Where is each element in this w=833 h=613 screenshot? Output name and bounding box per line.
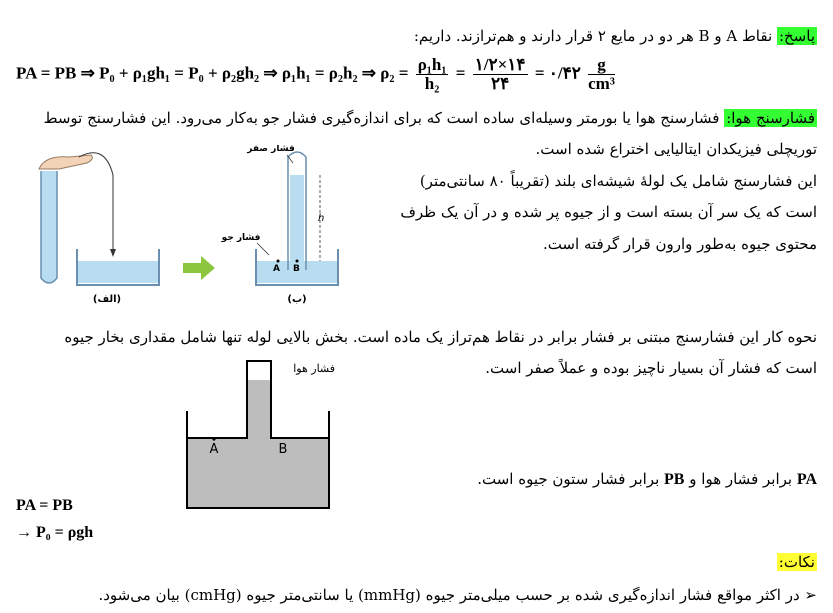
bullet-arrow-icon: ➢ xyxy=(804,586,817,604)
principle-line-1: نحوه کار این فشارسنج مبتنی بر فشار برابر در نقاط هم‌تراز یک ماده است. بخش بالایی لوله تنها شامل مقداری بخار جیوه xyxy=(64,328,817,346)
answer-line xyxy=(17,25,817,47)
barometer-line-1 xyxy=(17,107,817,129)
pb-symbol: PB xyxy=(664,471,685,488)
formula-unit xyxy=(588,56,615,93)
answer-text: نقاط A و B هر دو در مایع ۲ قرار دارند و هم‌ترازند. داریم: xyxy=(413,27,773,45)
barometer-line-5: محتوی جیوه به‌طور وارون قرار گرفته است. xyxy=(542,235,817,253)
air-pressure-label: فشار جو xyxy=(221,233,261,243)
equality-text-2: برابر فشار ستون جیوه است. xyxy=(477,470,660,488)
label-b: (ب) xyxy=(287,294,307,305)
answer-label: پاسخ: xyxy=(778,27,815,45)
fraction-2-denominator: ۲۴ xyxy=(490,74,510,93)
equation-1: PA = PB xyxy=(16,497,73,514)
unit-denominator: cm³ xyxy=(588,74,615,93)
notes-bullet-text: در اکثر مواقع فشار اندازه‌گیری شده بر حسب میلی‌متر جیوه (mmHg) یا سانتی‌متر جیوه (cmHg) بیان می‌شود. xyxy=(98,586,800,604)
fraction-1-numerator: ρ₁h₁ xyxy=(417,55,447,74)
notes-label: نکات: xyxy=(778,553,815,571)
zero-pressure-label: فشار صفر xyxy=(247,145,295,154)
air-pressure-label-2: فشار هوا xyxy=(293,362,335,375)
unit-numerator: g xyxy=(588,56,615,75)
notes-heading xyxy=(617,551,817,573)
formula-fraction-1 xyxy=(416,56,449,93)
torricelli-figure xyxy=(35,145,345,310)
point-a-label: A xyxy=(273,264,280,274)
barometer-line-2: توریچلی فیزیکدان ایتالیایی اختراع شده است. xyxy=(535,140,817,158)
equality-text-1: برابر فشار هوا و xyxy=(689,470,793,488)
point-b-label: B xyxy=(293,264,300,274)
formula-fraction-2 xyxy=(473,56,528,93)
barometer-label: فشارسنج هوا: xyxy=(726,109,815,127)
pa-symbol: PA xyxy=(796,471,817,488)
figure-b-tube xyxy=(288,152,306,275)
h-label: h xyxy=(318,213,325,224)
barometer-line-3: این فشارسنج شامل یک لولهٔ شیشه‌ای بلند (تقریباً ۸۰ سانتی‌متر) xyxy=(419,172,817,190)
equation-2: → P₀ = ρgh xyxy=(16,524,94,541)
barometer-diagram xyxy=(183,355,333,513)
equality-line xyxy=(337,468,817,491)
barometer-line-4: است که یک سر آن بسته است و از جیوه پر شده و در آن یک ظرف xyxy=(400,203,817,221)
label-a: (الف) xyxy=(92,294,122,305)
fraction-1-denominator: h₂ xyxy=(424,74,440,93)
point-b-label-2: B xyxy=(278,442,288,457)
density-formula: PA = PB ⇒ P₀ + ρ₁gh₁ = P₀ + ρ₂gh₂ ⇒ ρ₁h₁ = ρ₂h₂ ⇒ ρ₂ = $\frac{\text{ρ₁h₁}}{\text{h₂}}$ = $\frac{۱/۲\times ۱۴}{۲۴}$ = ۰/۴۲ $\frac{g}{\text{cm³}}$ xyxy=(16,55,615,93)
barometer-text-1: فشارسنج هوا یا بورمتر وسیله‌ای ساده است که برای اندازه‌گیری فشار جو به‌کار می‌رود. این فشارسنج توسط xyxy=(43,109,720,127)
notes-bullet xyxy=(17,584,817,606)
point-a-label-2: A xyxy=(209,442,219,457)
arrow-right-icon xyxy=(183,256,215,280)
formula-result: = ۰/۴۲ xyxy=(534,63,581,83)
principle-line-2: است که فشار آن بسیار ناچیز بوده و عملاً صفر است. xyxy=(485,359,817,377)
formula-main: PA = PB ⇒ P₀ + ρ₁gh₁ = P₀ + ρ₂gh₂ ⇒ ρ₁h₁ = ρ₂h₂ ⇒ ρ₂ = xyxy=(16,63,409,83)
figure-a-dish xyxy=(77,249,159,285)
fraction-2-numerator: ۱/۲×۱۴ xyxy=(474,55,526,74)
